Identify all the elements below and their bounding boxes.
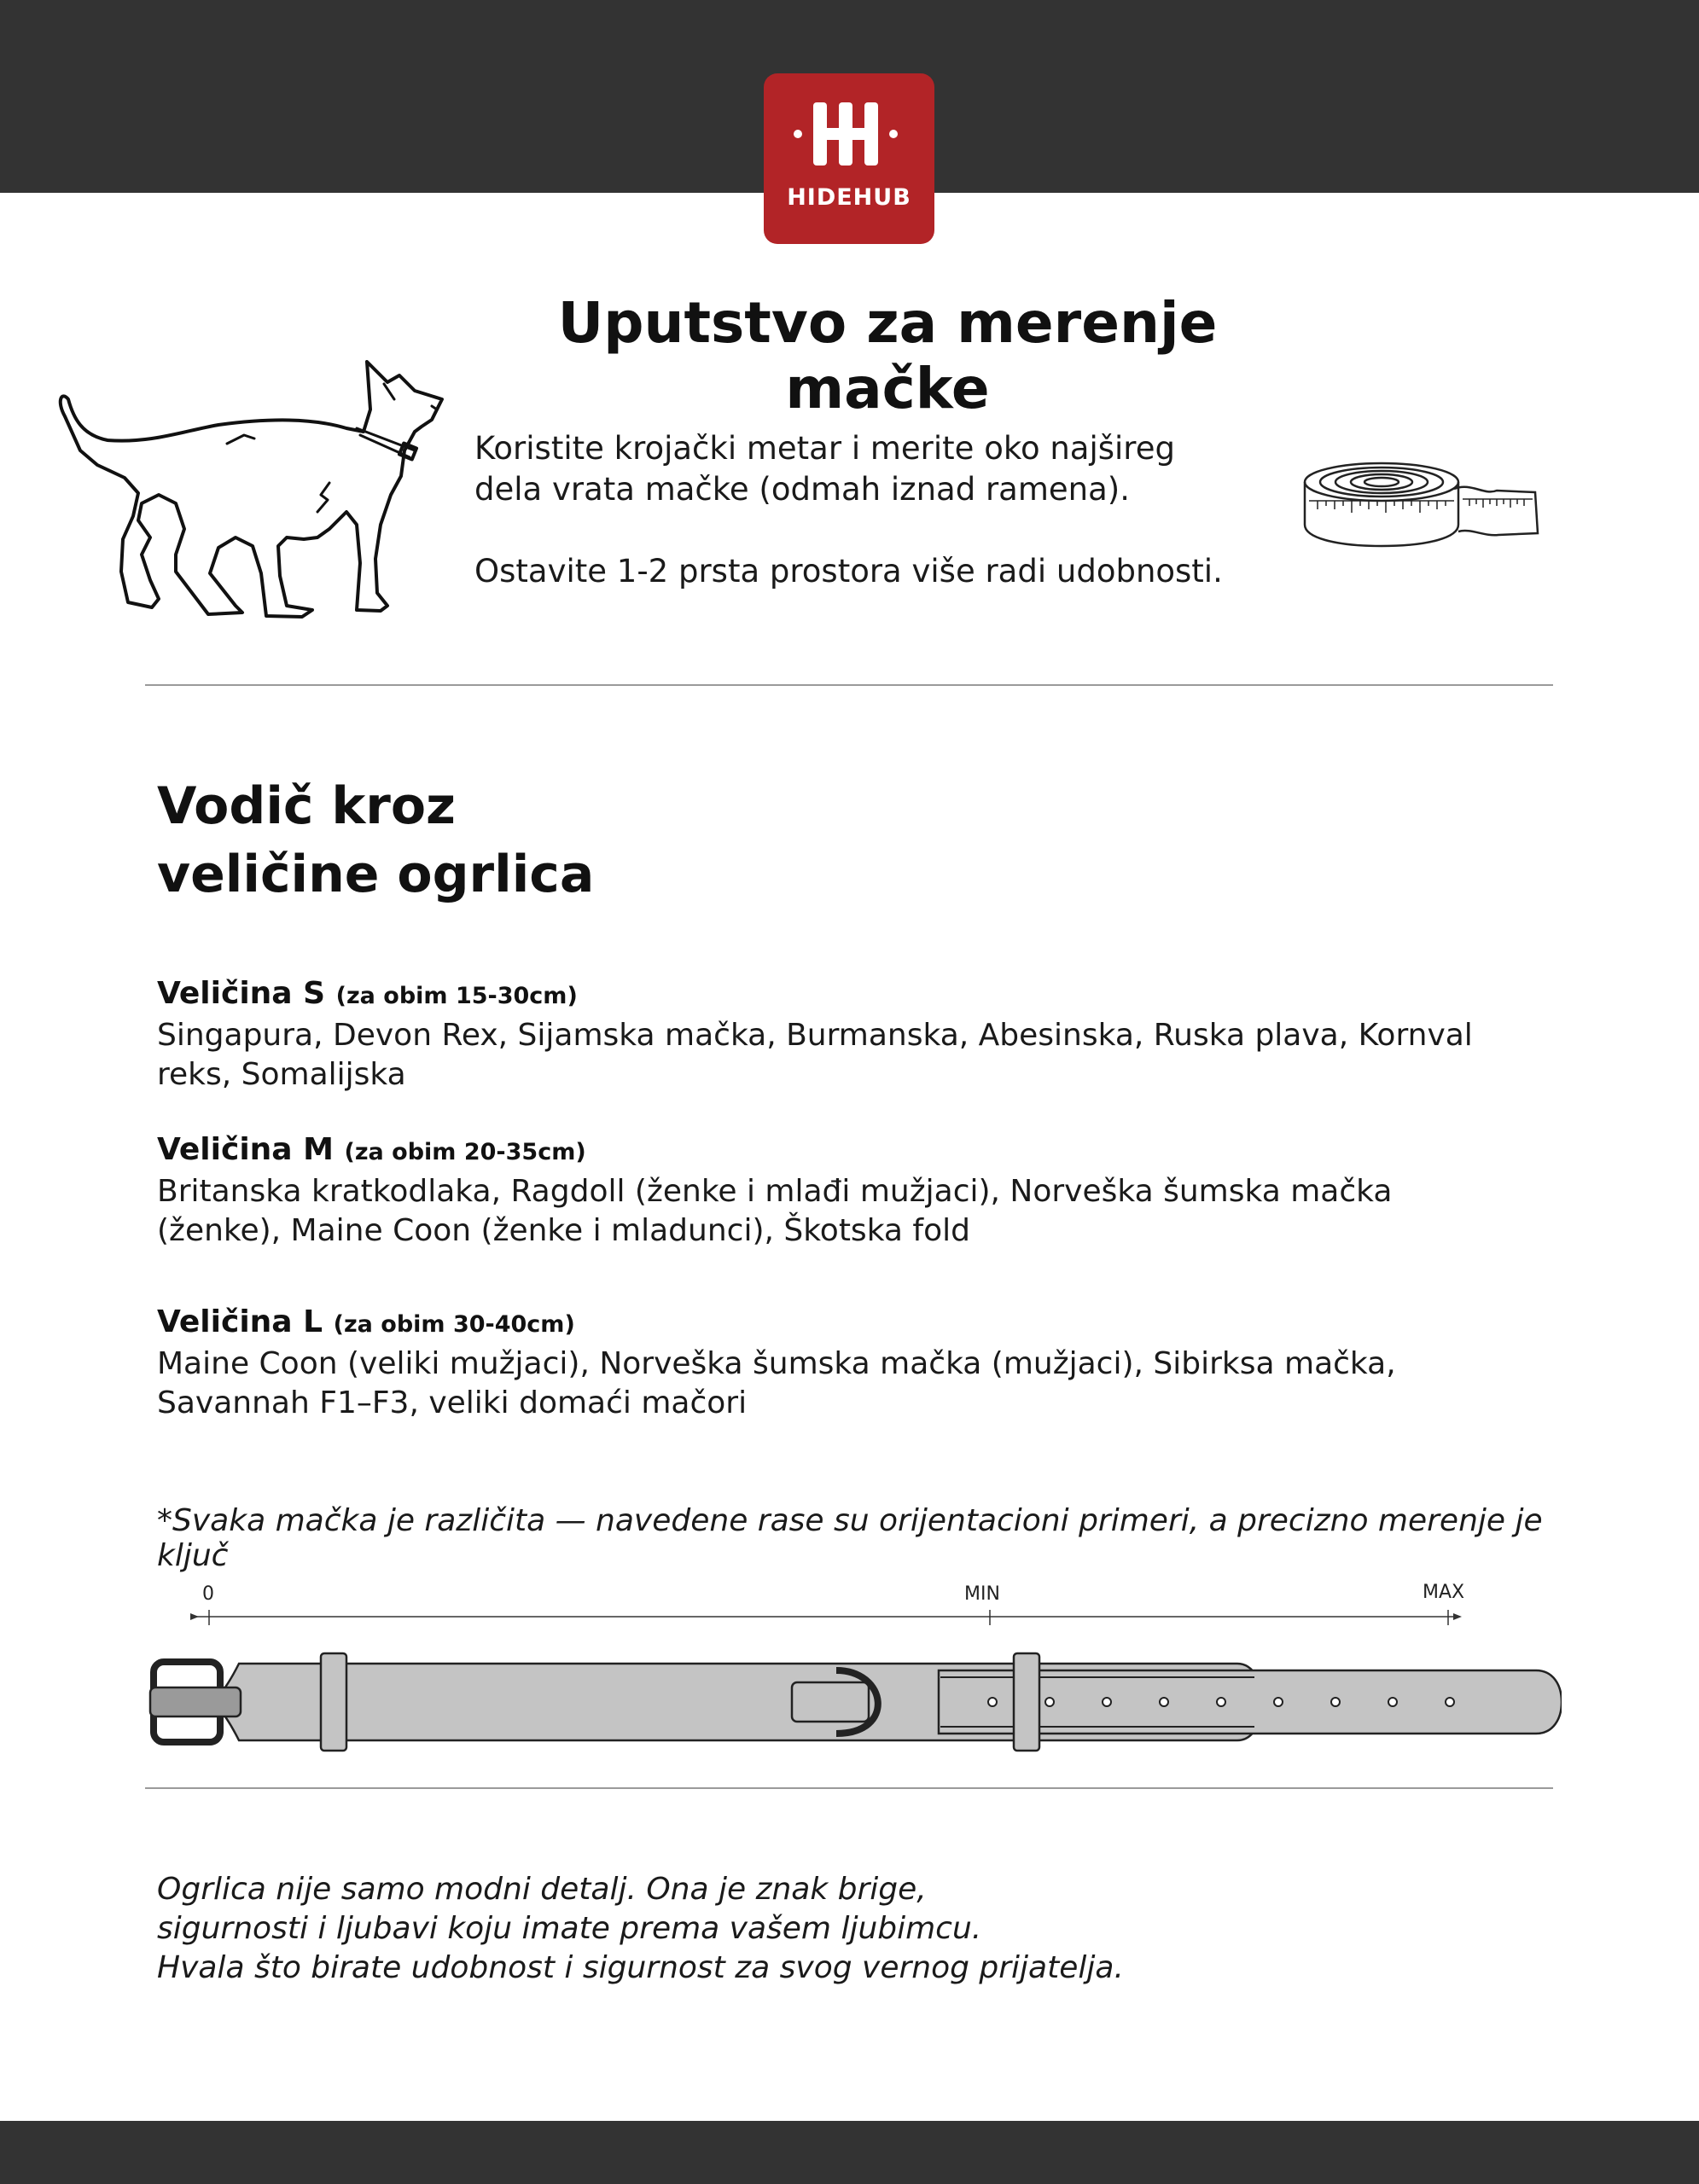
size-guide-title-line2: veličine ogrlica [157, 845, 595, 904]
size-s-heading [157, 974, 1565, 1016]
ruler-min-label: MIN [964, 1583, 1000, 1605]
brand-name: HIDEHUB [787, 184, 911, 211]
closing-line1: Ogrlica nije samo modni detalj. Ona je znak brige, [157, 1872, 927, 1907]
closing-line3: Hvala što birate udobnost i sigurnost za svog vernog prijatelja. [157, 1950, 1124, 1985]
page-title: Uputstvo za merenje mačke [557, 290, 1218, 421]
size-guide-title-line1: Vodič kroz [157, 776, 456, 836]
brand-logo [764, 73, 934, 244]
closing-message [157, 1870, 1352, 1988]
size-m-heading [157, 1130, 1565, 1172]
size-l-label: Veličina L [157, 1304, 323, 1339]
size-l-range: (za obim 30-40cm) [333, 1311, 575, 1338]
instruction-measure: Koristite krojački metar i merite oko najšireg dela vrata mačke (odmah iznad ramena). [474, 430, 1175, 508]
size-s-range: (za obim 15-30cm) [335, 983, 578, 1009]
size-m-range: (za obim 20-35cm) [344, 1139, 586, 1165]
size-l-heading [157, 1303, 1565, 1345]
size-l-breeds: Maine Coon (veliki mužjaci), Norveška šumska mačka (mužjaci), Sibirksa mačka, Savannah F1–F3, veliki domaći mačori [157, 1346, 1396, 1420]
measuring-instructions [474, 428, 1242, 592]
ruler-scale [183, 1578, 1481, 1629]
size-m-block [157, 1130, 1565, 1251]
section-divider-bottom [145, 1787, 1553, 1789]
size-l-block [157, 1303, 1565, 1423]
section-divider [145, 684, 1553, 686]
size-s-breeds: Singapura, Devon Rex, Sijamska mačka, Burmanska, Abesinska, Ruska plava, Kornval reks, Somalijska [157, 1018, 1473, 1092]
collar-diagram-icon [145, 1647, 1562, 1757]
instruction-comfort: Ostavite 1-2 prsta prostora više radi udobnosti. [474, 553, 1223, 590]
hidehub-logo-icon [789, 97, 909, 183]
breed-disclaimer: *Svaka mačka je različita — navedene rase su orijentacioni primeri, a precizno merenje je ključ [157, 1503, 1543, 1573]
ruler-max-label: MAX [1423, 1582, 1465, 1603]
size-m-breeds: Britanska kratkodlaka, Ragdoll (ženke i mlađi mužjaci), Norveška šumska mačka (ženke), Maine Coon (ženke i mladunci), Škotska fold [157, 1174, 1393, 1248]
ruler-zero-label: 0 [202, 1583, 214, 1605]
closing-line2: sigurnosti i ljubavi koju imate prema vašem ljubimcu. [157, 1911, 982, 1946]
size-ruler [183, 1578, 1481, 1629]
size-s-label: Veličina S [157, 976, 326, 1011]
size-m-label: Veličina M [157, 1132, 334, 1167]
footer-bar [0, 2121, 1699, 2184]
size-guide-title [157, 772, 840, 909]
size-s-block [157, 974, 1565, 1095]
cat-illustration-icon [56, 350, 457, 623]
measuring-tape-icon [1300, 456, 1539, 559]
